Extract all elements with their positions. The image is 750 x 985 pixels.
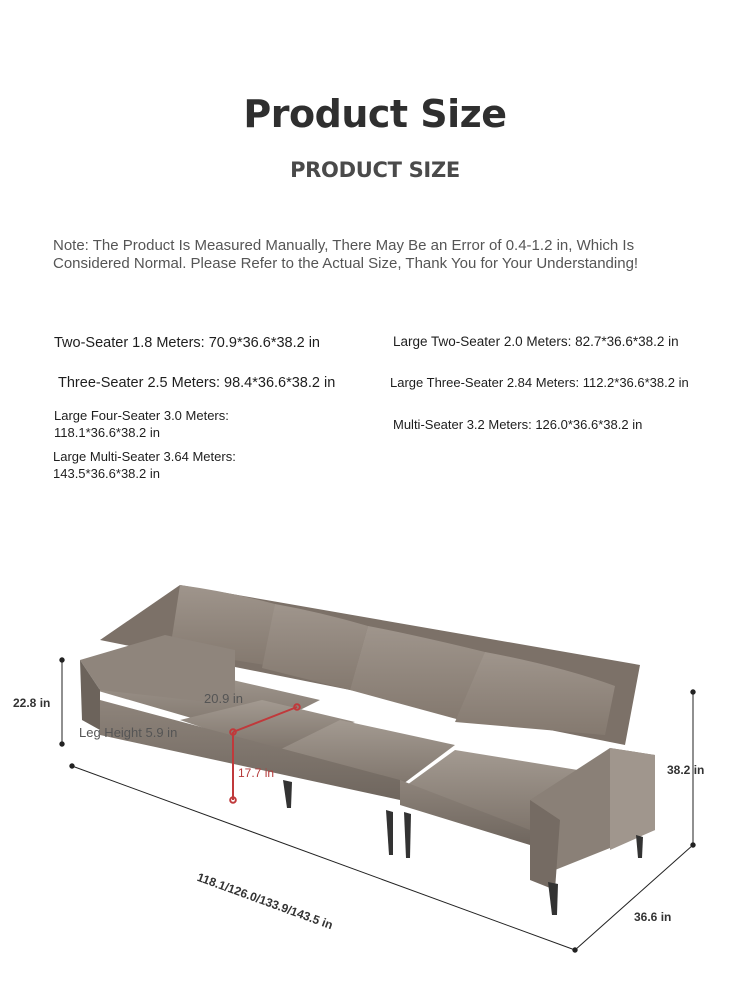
spec-large-two-seater: Large Two-Seater 2.0 Meters: 82.7*36.6*38.2 in (393, 334, 679, 349)
arm-height-label: 22.8 in (13, 696, 51, 710)
spec-large-four-seater: Large Four-Seater 3.0 Meters: 118.1*36.6*38.2 in (54, 408, 229, 440)
seat-height-label: 17.7 in (238, 766, 275, 780)
spec-three-seater: Three-Seater 2.5 Meters: 98.4*36.6*38.2 in (58, 375, 336, 391)
spec-large-three-seater: Large Three-Seater 2.84 Meters: 112.2*36.6*38.2 in (390, 375, 689, 390)
spec-multi-seater: Multi-Seater 3.2 Meters: 126.0*36.6*38.2 in (393, 417, 643, 432)
page-subtitle: PRODUCT SIZE (290, 158, 460, 182)
measurement-note: Note: The Product Is Measured Manually, There May Be an Error of 0.4-1.2 in, Which Is Considered Normal. Please Refer to the Actual Size, Thank You for Your Understanding! (53, 237, 639, 272)
leg-height-label: Leg Height 5.9 in (79, 725, 178, 740)
seat-depth-label: 20.9 in (204, 691, 244, 706)
total-height-label: 38.2 in (667, 763, 705, 777)
spec-two-seater: Two-Seater 1.8 Meters: 70.9*36.6*38.2 in (54, 335, 320, 351)
depth-label: 36.6 in (634, 910, 672, 924)
spec-large-multi-seater: Large Multi-Seater 3.64 Meters: 143.5*36.6*38.2 in (53, 449, 236, 481)
page-title: Product Size (243, 92, 507, 136)
length-label: 118.1/126.0/133.9/143.5 in (195, 870, 335, 933)
